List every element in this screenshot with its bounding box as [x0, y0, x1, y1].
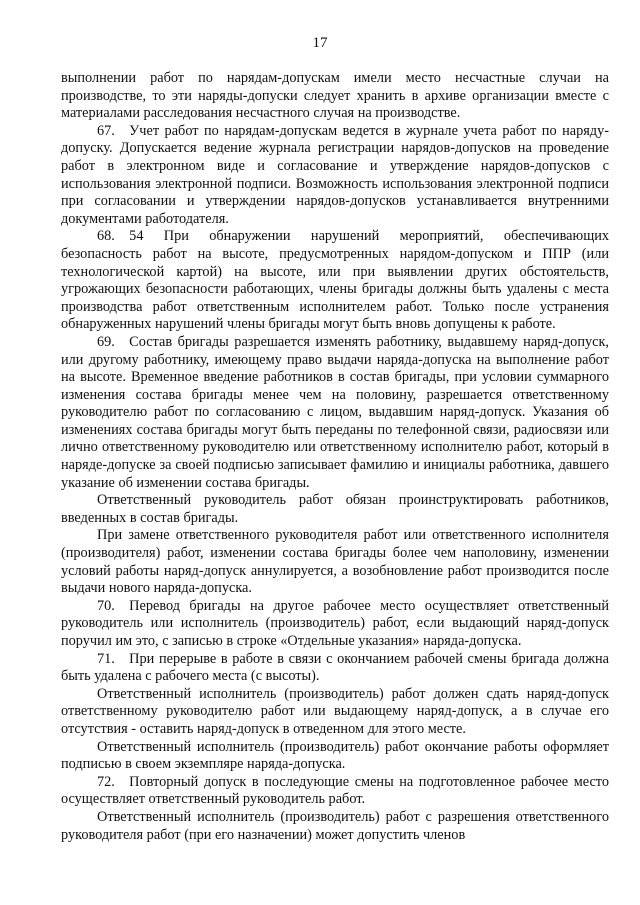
paragraph-69-replacement: При замене ответственного руководителя работ или ответственного исполнителя (производителя) работ, изменении состава бригады более чем наполовину, изменении условий работы наряд-допуск аннулируется, а возобновление работ производится после выдачи нового наряда-допуска. — [61, 527, 609, 597]
paragraph-72-admission: Ответственный исполнитель (производитель) работ с разрешения ответственного руководителя работ (при его назначении) может допустить членов — [61, 808, 609, 843]
paragraph-70: 70. Перевод бригады на другое рабочее место осуществляет ответственный руководитель или исполнитель (производитель) работ, если выдающий наряд-допуск поручил им это, с записью в строке «Отдельные указания» наряда-допуска. — [61, 597, 609, 649]
paragraph-69-instruction: Ответственный руководитель работ обязан проинструктировать работников, введенных в состав бригады. — [61, 492, 609, 526]
page-number: 17 — [312, 35, 328, 51]
paragraph-69: 69. Состав бригады разрешается изменять работнику, выдавшему наряд-допуск, или другому работнику, имеющему право выдачи наряда-допуска на выполнение работ на высоте. Временное введение работников в состав бригады, при условии суммарного изменения состава бригады менее чем на половину, разрешается ответственному руководителю работ по согласованию с лицом, выдавшим наряд-допуск. Указания об изменениях состава бригады могут быть переданы по телефонной связи, радиосвязи или лично ответственному руководителю или ответственному исполнителю работ, который в наряде-допуске за своей подписью записывает фамилию и инициалы работника, давшего указание об изменении состава бригады. — [61, 333, 609, 491]
paragraph-68: 68. 54 При обнаружении нарушений мероприятий, обеспечивающих безопасность работ на высоте, предусмотренных нарядом-допуском и ППР (или технологической картой) на высоте, или при выявлении других обстоятельств, угрожающих безопасности работающих, члены бригады должны быть удалены с места производства работ ответственным исполнителем работ. Только после устранения обнаруженных нарушений члены бригады могут быть вновь допущены к работе. — [61, 228, 609, 333]
paragraph-71-completion: Ответственный исполнитель (производитель) работ окончание работы оформляет подписью в своем экземпляре наряда-допуска. — [61, 738, 609, 773]
document-body — [61, 70, 609, 844]
paragraph-71: 71. При перерыве в работе в связи с окончанием рабочей смены бригада должна быть удалена с рабочего места (с высоты). — [61, 650, 609, 685]
paragraph-72: 72. Повторный допуск в последующие смены на подготовленное рабочее место осуществляет ответственный руководитель работ. — [61, 773, 609, 808]
paragraph-67: 67. Учет работ по нарядам-допускам ведется в журнале учета работ по наряду-допуску. Допускается ведение журнала регистрации нарядов-допусков на проведение работ в электронном виде и согласование и утверждение нарядов-допусков с использования электронной подписи. Возможность использования электронной подписи при согласовании и утверждении нарядов-допусков устанавливается внутренними документами работодателя. — [61, 122, 609, 227]
paragraph-71-handover: Ответственный исполнитель (производитель) работ должен сдать наряд-допуск ответственному руководителю работ или выдающему наряд-допуск, а в случае его отсутствия - оставить наряд-допуск в отведенном для этого месте. — [61, 685, 609, 737]
paragraph-continuation: выполнении работ по нарядам-допускам имели место несчастные случаи на производстве, то эти наряды-допуски следует хранить в архиве организации вместе с материалами расследования несчастного случая на производстве. — [61, 70, 609, 122]
